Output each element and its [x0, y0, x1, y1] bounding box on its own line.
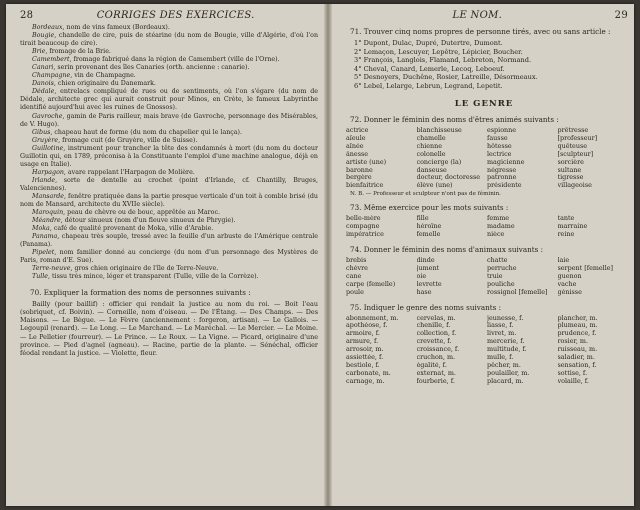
grid-cell: externat, m.: [416, 369, 456, 377]
grid-cell: reine: [557, 231, 575, 239]
grid-cell: génisse: [557, 288, 582, 296]
exercise-70-text: Bailly (pour baillif) : officier qui rendait la justice au nom du roi. — Boit l'eau (sobriquet, cf. Boivin). — Corneille, nom d'oiseau. — De l'Étang. — Des Champs. — Des Maisons. — Le Bègue. — Le Fèvre (anciennement : forgeron, artisan). — Le Gallois. — Legoupil (renard). — Le Long. — Le Marchand. — Le Maréchal. — Le Mercier. — Le Moine. — Le Pelletier (fourreur). — Le Prince. — Le Roux. — La Vigne. — Picard, originaire d'une province. — Pied d'agnel (agneau). — Racine, partie de la plante. — Sénéchal, officier féodal rendant la justice. — Violette, fleur.: [20, 299, 318, 358]
glossary-term: Canari: [32, 64, 54, 72]
glossary-definition: , nom familier donné au concierge (du nom d'un personnage des Mystères de Paris, roman d'E. Sue).: [20, 249, 318, 265]
grid-cell: élève (une): [416, 182, 453, 190]
grid-cell: compagne: [346, 223, 380, 231]
grid-cell: laie: [557, 256, 570, 264]
glossary-definition: , fenêtre pratiquée dans la partie presque verticale d'un toit à comble brisé (du nom de Mansard, architecte du XVIIe siècle).: [20, 192, 318, 209]
glossary-term: Irlande: [32, 176, 56, 184]
glossary-definition: , avare rappelant l'Harpagon de Molière.: [63, 168, 195, 176]
grid-cell: oie: [416, 272, 427, 280]
left-page: [20, 10, 318, 502]
glossary-definition: , peau de chèvre ou de bouc, apprêtée au Maroc.: [63, 209, 221, 217]
right-running-title: LE NOM.: [452, 10, 503, 21]
grid-cell: vache: [557, 280, 577, 288]
grid-cell: jeunesse, f.: [487, 314, 524, 322]
grid-cell: fourberie, f.: [416, 377, 455, 385]
grid-cell: croissance, f.: [416, 346, 460, 354]
exercise-72-note: N. B. — Professeur et sculpteur n'ont pas de féminin.: [350, 191, 501, 198]
exercise-71-list: [340, 39, 628, 90]
glossary-definition: , instrument pour trancher la tête des condamnés à mort (du nom du docteur Guillotin qui, en 1789, préconisa à la Constituante l'emploi d'une machine analogue, déjà en usage en Italie).: [20, 144, 318, 168]
grid-cell: hase: [416, 288, 432, 296]
glossary-entry: [20, 265, 318, 273]
glossary-term: Terre-neuve: [32, 265, 71, 273]
grid-cell: ruisseau, m.: [557, 346, 598, 354]
grid-cell: pouliche: [487, 280, 515, 288]
left-page-number: 28: [20, 10, 34, 21]
exercise-73-grid: [340, 215, 628, 239]
grid-cell: livret, m.: [487, 330, 517, 338]
grid-cell: tante: [557, 215, 575, 223]
grid-cell: hôtesse: [487, 142, 512, 150]
grid-cell: sultane: [557, 166, 582, 174]
glossary-definition: , gros chien originaire de l'île de Terre-Neuve.: [70, 265, 219, 273]
grid-cell: négresse: [487, 166, 517, 174]
glossary-entry: [20, 193, 318, 209]
grid-cell: cane: [346, 272, 362, 280]
grid-cell: poule: [346, 288, 364, 296]
glossary-entry: [20, 72, 318, 80]
grid-cell: chienne: [416, 142, 443, 150]
section-title: LE GENRE: [454, 99, 514, 109]
grid-cell: perruche: [487, 264, 517, 272]
glossary-list: [20, 24, 318, 282]
grid-cell: bienfaitrice: [346, 182, 384, 190]
glossary-definition: , chapeau haut de forme (du nom du chapelier qui le lança).: [50, 128, 242, 136]
list-item: 4° Cheval, Canard, Lemerle, Lecoq, Leboeuf.: [354, 64, 505, 73]
glossary-term: Tulle: [32, 273, 49, 281]
grid-cell: femme: [487, 215, 510, 223]
exercise-71-title: 71. Trouver cinq noms propres de personne tirés, avec ou sans article :: [350, 27, 611, 36]
glossary-definition: , sorte de dentelle au crochet (point d'Irlande, cf. Chantilly, Bruges, Valenciennes).: [20, 176, 318, 192]
glossary-entry: [20, 64, 318, 72]
grid-cell: placard, m.: [487, 377, 524, 385]
grid-cell: artiste (une): [346, 158, 387, 166]
glossary-entry: [20, 129, 318, 137]
grid-cell: impératrice: [346, 231, 384, 239]
grid-cell: assiettée, f.: [346, 354, 384, 362]
grid-cell: espionne: [487, 127, 517, 134]
grid-cell: [professeur]: [557, 134, 598, 142]
glossary-entry: [20, 209, 318, 217]
glossary-term: Guillotine: [32, 144, 64, 152]
glossary-definition: , fromage cuit (de Gruyère, ville de Suisse).: [58, 136, 198, 144]
grid-cell: docteur, doctoresse: [416, 174, 481, 182]
glossary-definition: , nom de vins fameux (Bordeaux).: [62, 24, 170, 31]
glossary-term: Pipelet: [32, 249, 55, 257]
grid-cell: chenille, f.: [416, 322, 451, 330]
glossary-term: Moka: [32, 225, 50, 233]
glossary-term: Méandre: [32, 217, 61, 225]
glossary-definition: , détour sinueux (nom d'un fleuve sinueux de Phrygie).: [60, 217, 236, 225]
glossary-entry: [20, 48, 318, 56]
grid-cell: chatte: [487, 256, 508, 264]
grid-cell: bergère: [346, 174, 372, 182]
grid-cell: aînée: [346, 142, 364, 150]
grid-cell: sottise, f.: [557, 369, 588, 377]
grid-cell: égalité, f.: [416, 361, 447, 369]
grid-cell: sorcière: [557, 158, 584, 166]
glossary-definition: , gamin de Paris railleur, mais brave (de Gavroche, personnage des Misérables, de V. Hugo).: [20, 112, 318, 128]
grid-cell: multitude, f.: [487, 346, 527, 354]
grid-cell: plumeau, m.: [557, 322, 598, 330]
glossary-entry: [20, 80, 318, 88]
grid-cell: quêteuse: [557, 142, 588, 150]
grid-cell: héroïne: [416, 223, 442, 231]
grid-cell: volaille, f.: [557, 377, 589, 385]
grid-cell: levrette: [416, 280, 442, 288]
grid-cell: apothéose, f.: [346, 322, 388, 330]
glossary-entry: [20, 225, 318, 233]
exercise-70-title: 70. Expliquer la formation des noms de personnes suivants :: [30, 287, 251, 297]
grid-cell: collection, f.: [416, 330, 457, 338]
glossary-term: Bougie: [32, 32, 55, 40]
glossary-definition: , chien originaire du Danemark.: [53, 80, 156, 88]
glossary-entry: [20, 113, 318, 129]
grid-cell: lectrice: [487, 150, 512, 158]
glossary-entry: [20, 32, 318, 48]
grid-cell: prudence, f.: [557, 330, 597, 338]
right-page-number: 29: [614, 10, 628, 21]
grid-cell: liasse, f.: [487, 322, 514, 330]
grid-cell: danseuse: [416, 166, 447, 174]
grid-cell: carpe (femelle): [346, 280, 396, 288]
glossary-term: Gibus: [32, 128, 51, 136]
glossary-definition: , chapeau très souple, tressé avec la feuille d'un arbuste de l'Amérique centrale (Panama).: [20, 233, 318, 249]
grid-cell: actrice: [346, 127, 369, 134]
grid-cell: madame: [487, 223, 515, 231]
glossary-term: Bordeaux: [32, 24, 63, 31]
list-item: 3° François, Langlois, Flamand, Lebreton, Normand.: [354, 56, 532, 64]
grid-cell: prêtresse: [557, 127, 589, 134]
grid-cell: colonelle: [416, 150, 446, 158]
grid-cell: aïeule: [346, 134, 366, 142]
glossary-entry: [20, 233, 318, 249]
grid-cell: carbonate, m.: [346, 369, 391, 377]
glossary-term: Gavroche: [32, 112, 63, 120]
glossary-term: Mansarde: [32, 192, 65, 200]
glossary-definition: , fromage de la Brie.: [45, 48, 111, 56]
grid-cell: nièce: [487, 231, 505, 239]
grid-cell: mulle, f.: [487, 354, 514, 362]
exercise-74-grid: [340, 257, 628, 297]
grid-cell: dinde: [416, 256, 435, 264]
glossary-definition: , entrelacs compliqué de rues ou de sentiments, où l'on s'égare (du nom de Dédale, architecte grec qui aurait construit pour Minos, en Crète, le fameux Labyrinthe identifié aujourd'hui avec les ruines de Gnossos).: [20, 88, 318, 112]
grid-cell: carnage, m.: [346, 377, 385, 385]
glossary-entry: [20, 249, 318, 265]
glossary-entry: [20, 273, 318, 281]
grid-cell: abonnement, m.: [346, 314, 399, 322]
list-item: 1° Dupont, Dulac, Dupré, Dutertre, Dumont.: [354, 39, 503, 47]
list-item: 2° Lemaçon, Lescuyer, Lepêtre, Lépicier, Boucher.: [354, 47, 523, 56]
grid-cell: ânesse: [346, 150, 369, 158]
glossary-entry: [20, 88, 318, 112]
grid-cell: fille: [416, 215, 429, 223]
grid-cell: patronne: [487, 174, 517, 182]
grid-cell: saladier, m.: [557, 354, 595, 362]
glossary-definition: , serin provenant des îles Canaries (orth. ancienne : canarie).: [53, 64, 250, 72]
exercise-74-title: 74. Donner le féminin des noms d'animaux suivants :: [350, 244, 544, 254]
glossary-entry: [20, 24, 318, 32]
exercise-75-grid: [340, 315, 628, 386]
grid-cell: cruchon, m.: [416, 354, 456, 362]
glossary-term: Maroquin: [32, 209, 64, 217]
grid-cell: villageoise: [557, 182, 592, 190]
grid-cell: plancher, m.: [557, 314, 598, 322]
exercise-73-title: 73. Même exercice pour les mots suivants :: [350, 203, 509, 213]
grid-cell: armoire, f.: [346, 330, 380, 338]
grid-cell: arrosoir, m.: [346, 346, 384, 354]
glossary-term: Brie: [32, 48, 46, 56]
glossary-definition: , chandelle de cire, puis de stéarine (du nom de Bougie, ville d'Algérie, d'où l'on tirait beaucoup de cire).: [20, 32, 318, 48]
grid-cell: tigresse: [557, 174, 584, 182]
glossary-entry: [20, 137, 318, 145]
list-item: 5° Desnoyers, Duchêne, Rosier, Latreille, Désormeaux.: [354, 73, 538, 81]
list-item: 6° Lebel, Lelarge, Lebrun, Legrand, Lepetit.: [354, 81, 503, 90]
glossary-definition: , vin de Champagne.: [70, 72, 136, 80]
grid-cell: rossignol [femelle]: [487, 288, 548, 296]
right-page: [340, 10, 628, 502]
glossary-term: Dédale: [32, 88, 55, 96]
grid-cell: chèvre: [346, 264, 368, 272]
grid-cell: [sculpteur]: [557, 150, 594, 158]
left-running-title: CORRIGÉS DES EXERCICES.: [96, 10, 255, 21]
grid-cell: jument: [416, 264, 440, 272]
book-spread: [6, 4, 634, 506]
exercise-75-title: 75. Indiquer le genre des noms suivants :: [350, 302, 502, 312]
grid-cell: crevette, f.: [416, 338, 452, 346]
grid-cell: rosier, m.: [557, 338, 589, 346]
grid-cell: sensation, f.: [557, 361, 597, 369]
glossary-entry: [20, 145, 318, 169]
glossary-term: Camembert: [32, 56, 70, 64]
grid-cell: fausse: [487, 134, 508, 142]
grid-cell: mercerie, f.: [487, 338, 525, 346]
glossary-definition: , tissu très mince, léger et transparent (Tulle, ville de la Corrèze).: [48, 273, 259, 281]
grid-cell: armure, f.: [346, 338, 379, 346]
grid-cell: présidente: [487, 182, 522, 190]
grid-cell: guenon: [557, 272, 582, 280]
grid-cell: truie: [487, 272, 503, 280]
grid-cell: blanchisseuse: [416, 127, 462, 134]
grid-cell: concierge (la): [416, 158, 462, 166]
grid-cell: chamelle: [416, 134, 446, 142]
grid-cell: brebis: [346, 256, 367, 264]
glossary-entry: [20, 56, 318, 64]
grid-cell: cervelas, m.: [416, 314, 456, 322]
glossary-term: Champagne: [32, 72, 71, 80]
glossary-definition: , fromage fabriqué dans la région de Camembert (ville de l'Orne).: [69, 56, 280, 64]
glossary-definition: , café de qualité provenant de Moka, ville d'Arabie.: [49, 225, 214, 233]
book-gutter: [324, 4, 332, 506]
left-running-head: [20, 10, 318, 21]
grid-cell: belle-mère: [346, 215, 381, 223]
exercise-72-grid: [340, 127, 628, 190]
glossary-entry: [20, 217, 318, 225]
glossary-term: Gruyère: [32, 136, 59, 144]
glossary-term: Danois: [32, 80, 54, 88]
grid-cell: poulailler, m.: [487, 369, 530, 377]
grid-cell: serpent [femelle]: [557, 264, 614, 272]
glossary-entry: [20, 169, 318, 177]
glossary-entry: [20, 177, 318, 193]
exercise-72-title: 72. Donner le féminin des noms d'êtres animés suivants :: [350, 115, 559, 124]
right-running-head: [340, 10, 628, 21]
grid-cell: bestiole, f.: [346, 361, 380, 369]
glossary-term: Harpagon: [32, 168, 64, 176]
grid-cell: magicienne: [487, 158, 525, 166]
grid-cell: marraine: [557, 223, 588, 231]
glossary-term: Panama: [32, 233, 58, 241]
grid-cell: pêcher, m.: [487, 361, 521, 369]
grid-cell: baronne: [346, 166, 373, 174]
grid-cell: femelle: [416, 231, 441, 239]
